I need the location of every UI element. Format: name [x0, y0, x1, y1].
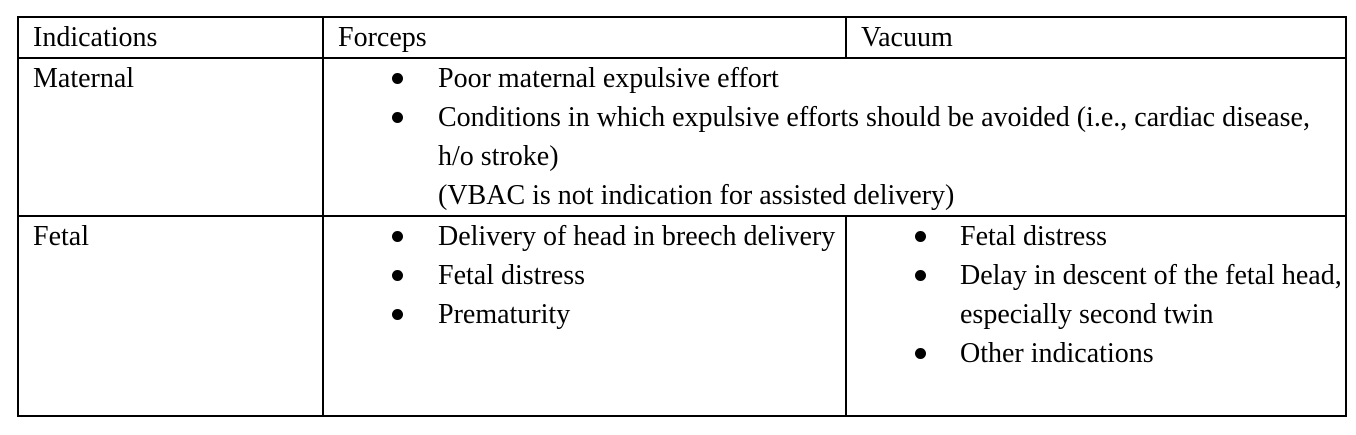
indications-table: [17, 16, 1347, 417]
forceps-bullet-text: Prematurity: [438, 299, 571, 330]
maternal-label: Maternal: [33, 63, 135, 94]
bullet-icon: [392, 309, 403, 320]
fetal-vacuum-list: [847, 217, 1345, 373]
maternal-bullet-list: [324, 59, 1345, 176]
bullet-icon: [392, 73, 403, 84]
fetal-vacuum-cell: [846, 216, 1346, 416]
header-vacuum: Vacuum: [861, 22, 953, 53]
header-indications: Indications: [33, 22, 158, 53]
header-forceps-cell: [323, 17, 846, 58]
forceps-bullet-text: Delivery of head in breech delivery: [438, 221, 836, 252]
maternal-bullet-text: Conditions in which expulsive efforts should be avoided (i.e., cardiac disease, h/o stroke): [438, 102, 1310, 172]
list-item: [324, 59, 1345, 98]
fetal-label-cell: [18, 216, 323, 416]
fetal-label: Fetal: [33, 221, 89, 252]
list-item: [847, 217, 1345, 256]
list-item: [847, 334, 1345, 373]
maternal-content-cell: [323, 58, 1346, 216]
fetal-forceps-cell: [323, 216, 846, 416]
header-row: [18, 17, 1346, 58]
bullet-icon: [392, 231, 403, 242]
maternal-note: (VBAC is not indication for assisted delivery): [438, 180, 955, 211]
bullet-icon: [392, 112, 403, 123]
list-item: [324, 217, 845, 256]
maternal-row: [18, 58, 1346, 216]
bullet-icon: [915, 348, 926, 359]
bullet-icon: [915, 270, 926, 281]
header-forceps: Forceps: [338, 22, 427, 53]
list-item: [324, 256, 845, 295]
bullet-icon: [915, 231, 926, 242]
forceps-bullet-text: Fetal distress: [438, 260, 585, 291]
vacuum-bullet-text: Other indications: [960, 338, 1154, 369]
fetal-row: [18, 216, 1346, 416]
list-item: [324, 295, 845, 334]
list-item: [847, 256, 1345, 334]
list-item: [324, 98, 1345, 176]
header-vacuum-cell: [846, 17, 1346, 58]
maternal-label-cell: [18, 58, 323, 216]
vacuum-bullet-text: Fetal distress: [960, 221, 1107, 252]
maternal-bullet-text: Poor maternal expulsive effort: [438, 63, 779, 94]
bullet-icon: [392, 270, 403, 281]
fetal-forceps-list: [324, 217, 845, 334]
vacuum-bullet-text: Delay in descent of the fetal head, especially second twin: [960, 260, 1342, 330]
header-indications-cell: [18, 17, 323, 58]
